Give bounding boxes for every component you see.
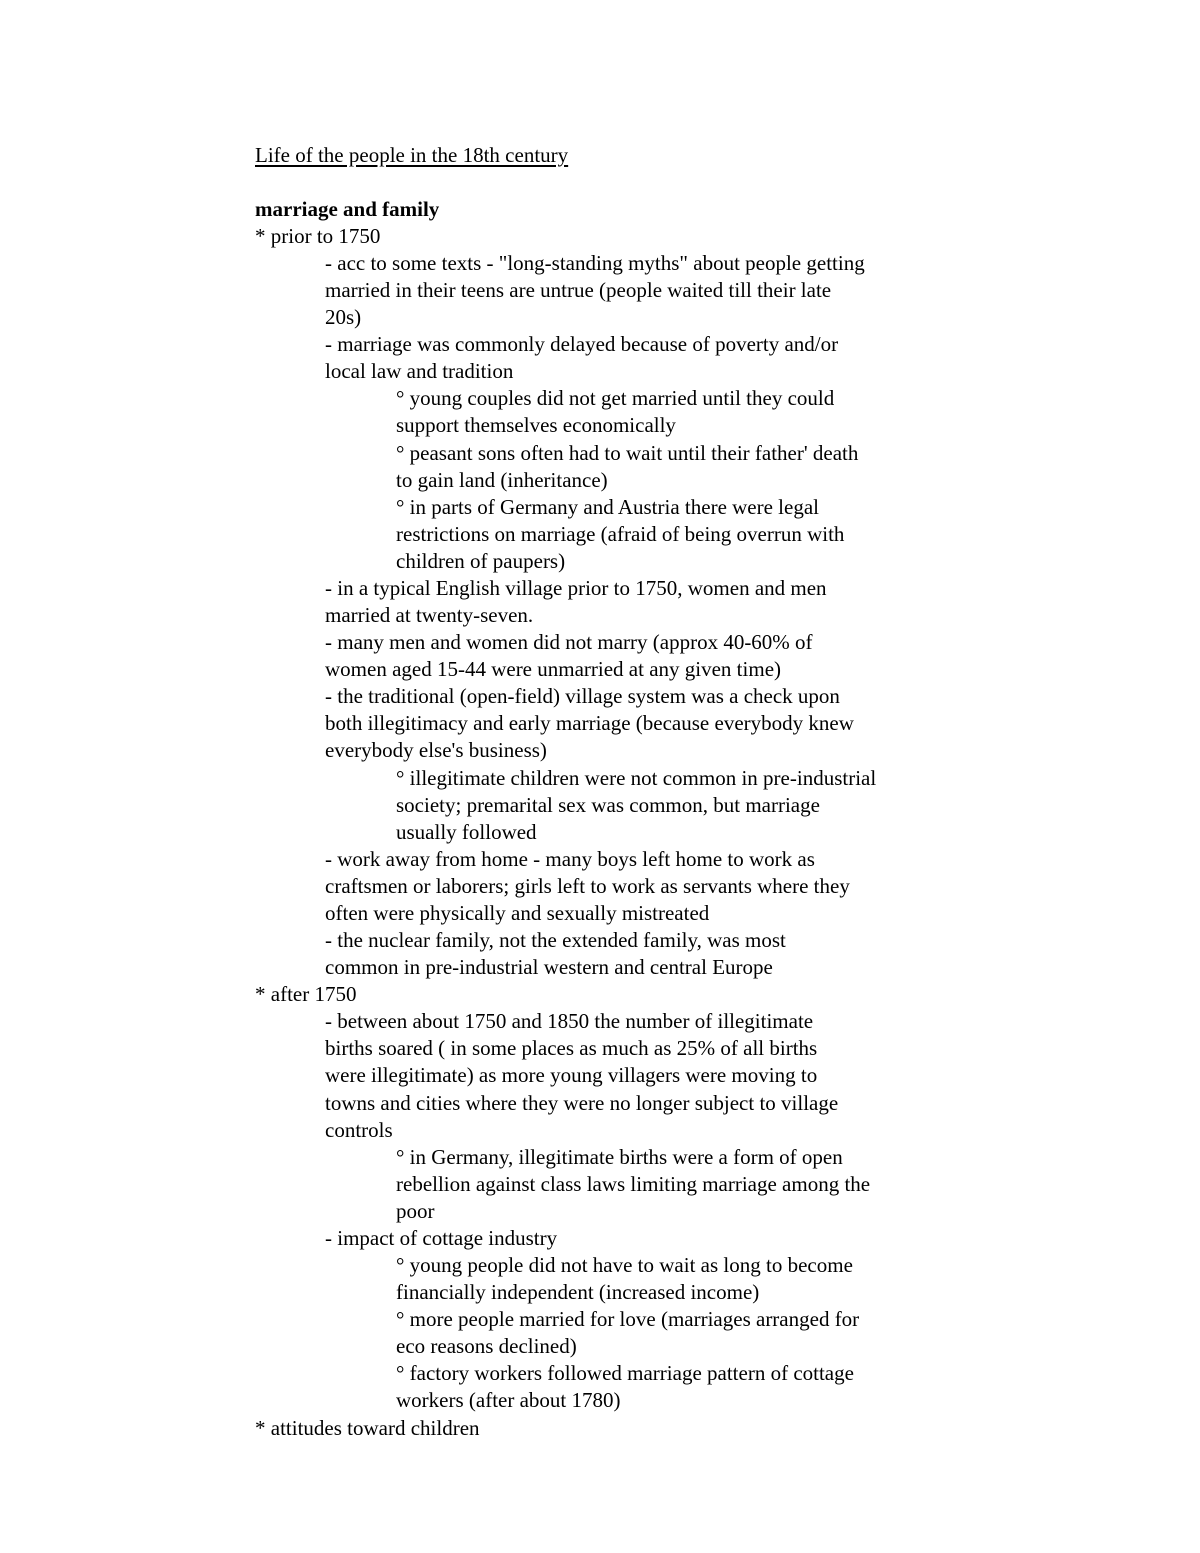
outline-line: * attitudes toward children <box>255 1416 480 1440</box>
outline-line: were illegitimate) as more young villagers were moving to <box>325 1063 818 1087</box>
outline-line: common in pre-industrial western and central Europe <box>325 955 773 979</box>
outline-line: - marriage was commonly delayed because of poverty and/or <box>325 332 839 356</box>
outline-line: rebellion against class laws limiting marriage among the <box>396 1172 871 1196</box>
outline-line: children of paupers) <box>396 549 566 573</box>
outline-line: workers (after about 1780) <box>396 1388 621 1412</box>
outline-line: to gain land (inheritance) <box>396 468 608 492</box>
outline-line: craftsmen or laborers; girls left to work as servants where they <box>325 874 850 898</box>
outline-line: - in a typical English village prior to 1750, women and men <box>325 576 827 600</box>
outline-line: - the traditional (open-field) village system was a check upon <box>325 684 840 708</box>
outline-line: eco reasons declined) <box>396 1334 577 1358</box>
outline-line: ° illegitimate children were not common in pre-industrial <box>396 766 877 790</box>
outline-line: financially independent (increased income) <box>396 1280 760 1304</box>
outline-line: ° peasant sons often had to wait until their father' death <box>396 441 859 465</box>
outline-line: towns and cities where they were no longer subject to village <box>325 1091 839 1115</box>
outline-line: ° young people did not have to wait as long to become <box>396 1253 853 1277</box>
outline-line: - impact of cottage industry <box>325 1226 558 1250</box>
outline-line: ° young couples did not get married until they could <box>396 386 835 410</box>
outline-line: support themselves economically <box>396 413 676 437</box>
outline-line: both illegitimacy and early marriage (because everybody knew <box>325 711 854 735</box>
outline-line: controls <box>325 1118 393 1142</box>
outline-line: often were physically and sexually mistreated <box>325 901 710 925</box>
outline-line: ° in parts of Germany and Austria there were legal <box>396 495 819 519</box>
outline-line: married at twenty-seven. <box>325 603 534 627</box>
outline-line: ° factory workers followed marriage pattern of cottage <box>396 1361 854 1385</box>
section-heading: marriage and family <box>255 197 440 221</box>
outline-line: - the nuclear family, not the extended family, was most <box>325 928 786 952</box>
outline-line: births soared ( in some places as much as 25% of all births <box>325 1036 818 1060</box>
outline-line: - between about 1750 and 1850 the number of illegitimate <box>325 1009 814 1033</box>
outline-line: usually followed <box>396 820 537 844</box>
outline-line: local law and tradition <box>325 359 514 383</box>
outline-line: * prior to 1750 <box>255 224 381 248</box>
outline-line: women aged 15-44 were unmarried at any given time) <box>325 657 782 681</box>
outline-line: poor <box>396 1199 435 1223</box>
outline-line: - many men and women did not marry (approx 40-60% of <box>325 630 813 654</box>
outline-line: society; premarital sex was common, but marriage <box>396 793 820 817</box>
document-title: Life of the people in the 18th century <box>255 143 569 167</box>
outline-line: ° more people married for love (marriages arranged for <box>396 1307 860 1331</box>
outline-line: * after 1750 <box>255 982 357 1006</box>
outline-line: married in their teens are untrue (people waited till their late <box>325 278 832 302</box>
outline-line: everybody else's business) <box>325 738 547 762</box>
outline-line: - work away from home - many boys left home to work as <box>325 847 815 871</box>
outline-line: 20s) <box>325 305 362 329</box>
outline-line: - acc to some texts - "long-standing myths" about people getting <box>325 251 865 275</box>
outline-line: ° in Germany, illegitimate births were a form of open <box>396 1145 843 1169</box>
outline-line: restrictions on marriage (afraid of being overrun with <box>396 522 845 546</box>
